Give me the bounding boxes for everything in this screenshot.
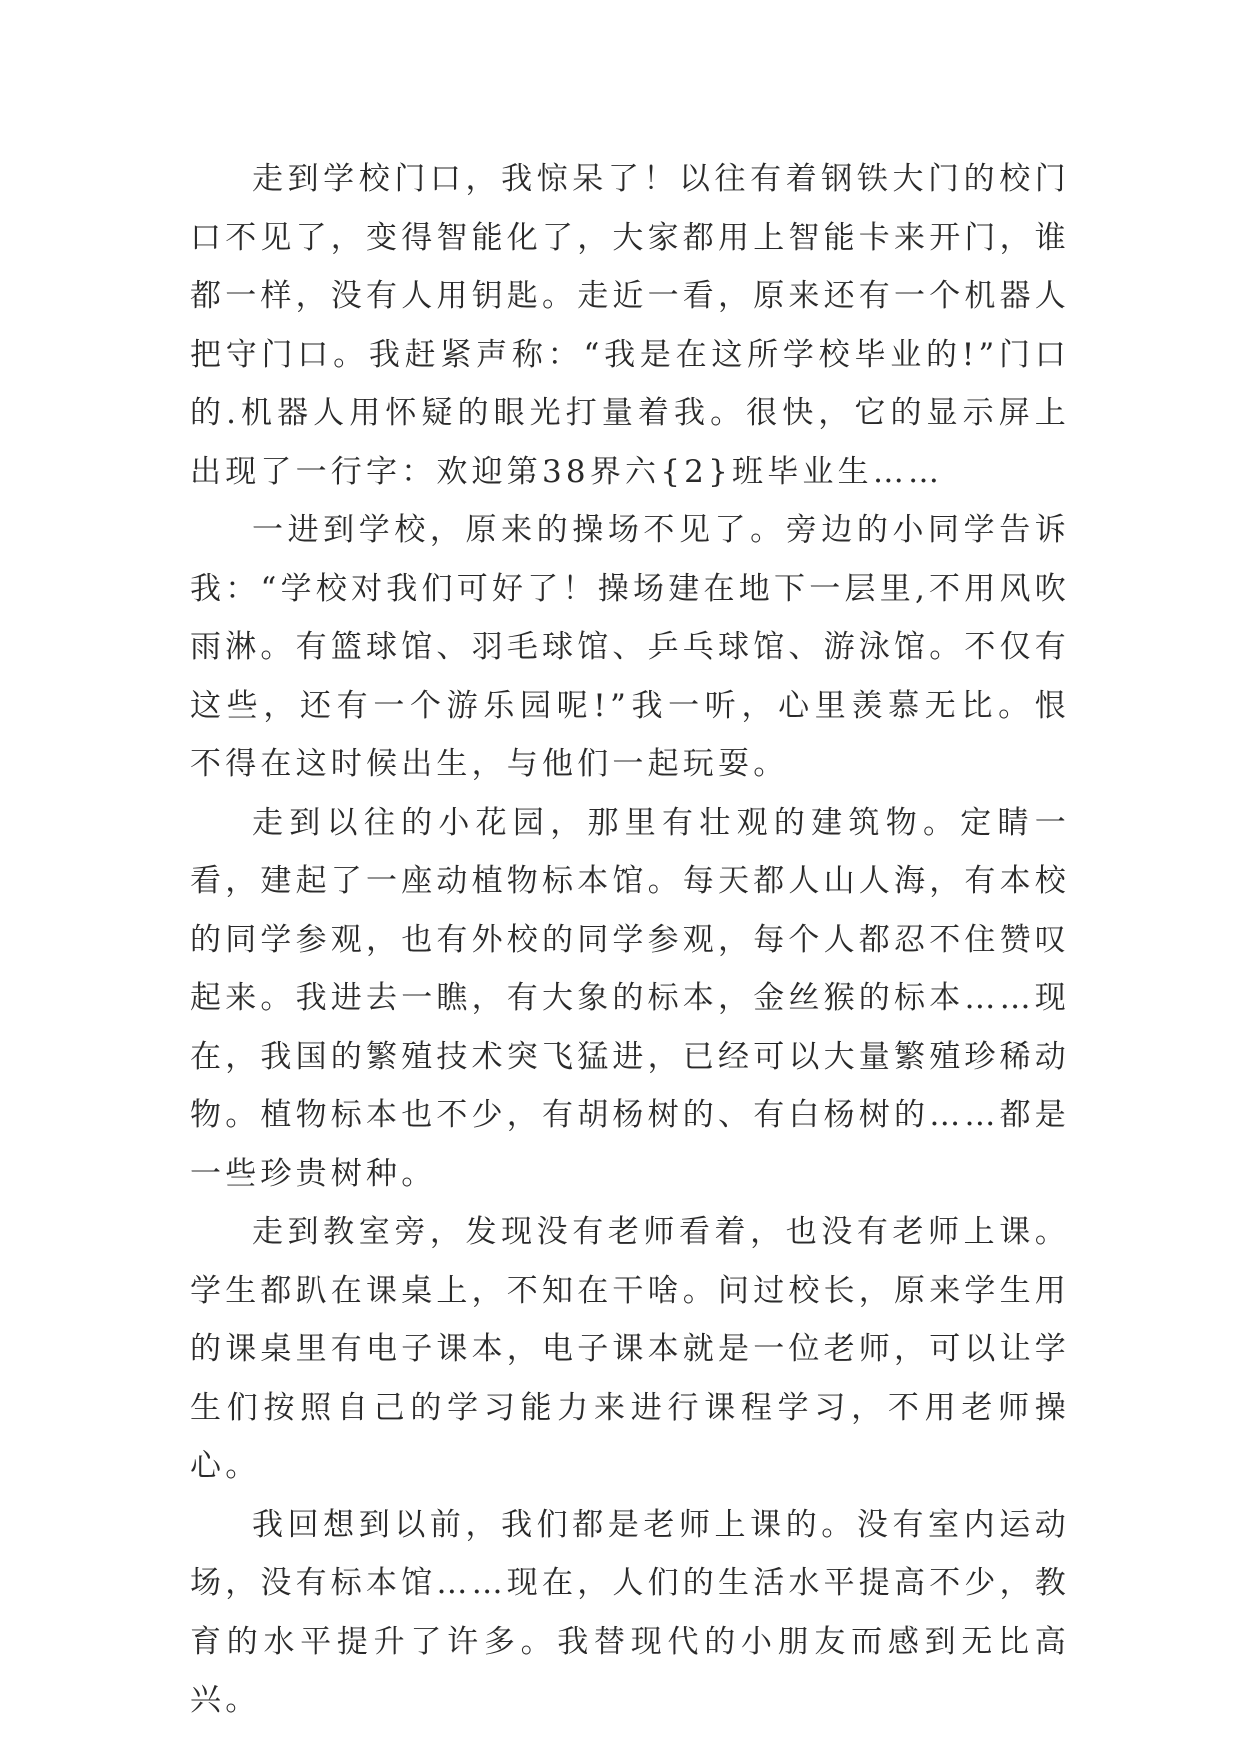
paragraph-3: 走到以往的小花园，那里有壮观的建筑物。定睛一看，建起了一座动植物标本馆。每天都人山人海，有本校的同学参观，也有外校的同学参观，每个人都忍不住赞叹起来。我进去一瞧，有大象的标本，金丝猴的标本……现在，我国的繁殖技术突飞猛进，已经可以大量繁殖珍稀动物。植物标本也不少，有胡杨树的、有白杨树的……都是一些珍贵树种。	[190, 804, 1070, 1192]
paragraph-5: 我回想到以前，我们都是老师上课的。没有室内运动场，没有标本馆……现在，人们的生活水平提高不少，教育的水平提升了许多。我替现代的小朋友而感到无比高兴。	[190, 1506, 1070, 1718]
paragraph-4: 走到教室旁，发现没有老师看着，也没有老师上课。学生都趴在课桌上，不知在干啥。问过校长，原来学生用的课桌里有电子课本，电子课本就是一位老师，可以让学生们按照自己的学习能力来进行课程学习，不用老师操心。	[190, 1214, 1070, 1484]
essay-body	[190, 150, 1070, 1730]
paragraph-1: 走到学校门口，我惊呆了！以往有着钢铁大门的校门口不见了，变得智能化了，大家都用上智能卡来开门，谁都一样，没有人用钥匙。走近一看，原来还有一个机器人把守门口。我赶紧声称：“我是在这所学校毕业的!”门口的.机器人用怀疑的眼光打量着我。很快，它的显示屏上出现了一行字：欢迎第38界六{2}班毕业生……	[190, 161, 1070, 490]
paragraph-2: 一进到学校，原来的操场不见了。旁边的小同学告诉我：“学校对我们可好了！操场建在地下一层里,不用风吹雨淋。有篮球馆、羽毛球馆、乒乓球馆、游泳馆。不仅有这些，还有一个游乐园呢!”我一听，心里羡慕无比。恨不得在这时候出生，与他们一起玩耍。	[190, 512, 1070, 782]
